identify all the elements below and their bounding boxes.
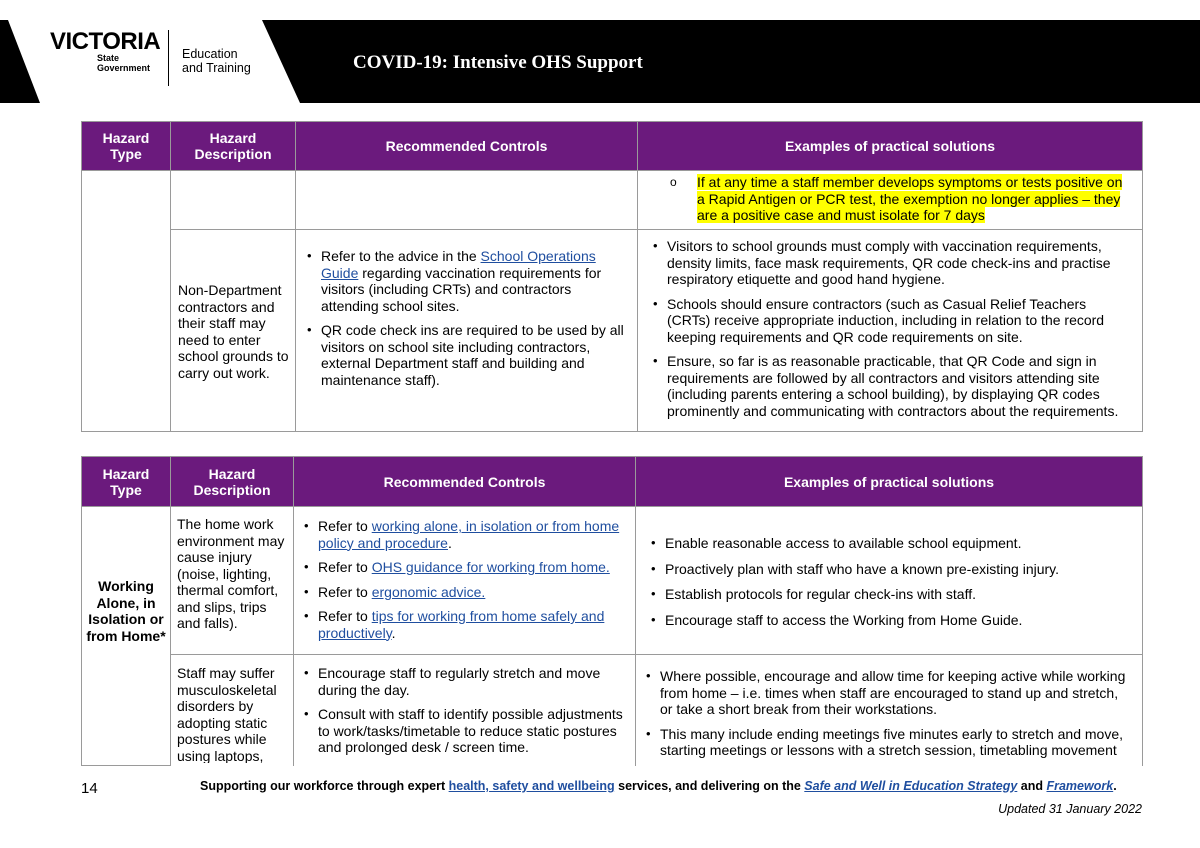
hazard-description-cell bbox=[171, 171, 296, 230]
table-row bbox=[82, 507, 1143, 655]
col-practical-solutions: Examples of practical solutions bbox=[636, 457, 1143, 507]
list-item bbox=[299, 559, 627, 576]
hazard-description-text: The home work environment may cause injury (noise, lighting, thermal comfort, and slips, trips and falls). bbox=[177, 516, 285, 631]
hazard-description-text: Non-Department contractors and their staff may need to enter school grounds to carry out work. bbox=[178, 282, 289, 381]
table-row bbox=[82, 230, 1143, 432]
control-text: Consult with staff to identify possible adjustments to work/tasks/timetable to reduce static postures and prolonged desk / screen time. bbox=[318, 706, 623, 755]
controls-cell bbox=[296, 230, 638, 432]
list-item bbox=[299, 584, 627, 601]
list-item bbox=[302, 322, 629, 388]
page-number: 14 bbox=[81, 780, 98, 797]
health-safety-wellbeing-link[interactable]: health, safety and wellbeing bbox=[448, 779, 615, 793]
col-hazard-description: Hazard Description bbox=[171, 457, 294, 507]
working-from-home-tips-link[interactable]: tips for working from home safely and productively bbox=[318, 608, 605, 641]
hazard-type-cell bbox=[82, 507, 171, 766]
hazard-description-cell bbox=[171, 655, 294, 766]
state-government-label bbox=[97, 53, 150, 73]
col-recommended-controls: Recommended Controls bbox=[296, 122, 638, 171]
solutions-list bbox=[646, 535, 1132, 628]
col-hazard-type: Hazard Type bbox=[82, 122, 171, 171]
working-alone-policy-link[interactable]: working alone, in isolation or from home policy and procedure bbox=[318, 518, 620, 551]
table-row bbox=[82, 171, 1143, 230]
control-text: Encourage staff to regularly stretch and move during the day. bbox=[318, 665, 601, 698]
list-item bbox=[299, 706, 627, 756]
isolation-exemption-note: If at any time a staff member develops symptoms or tests positive on a Rapid Antigen or PCR test, the exemption no longer applies – they are a positive case and must isolate for 7 days bbox=[697, 174, 1123, 223]
list-item: • Encourage staff to access the Working from Home Guide. bbox=[646, 612, 1132, 629]
col-practical-solutions: Examples of practical solutions bbox=[638, 122, 1143, 171]
list-item: • Proactively plan with staff who have a known pre-existing injury. bbox=[646, 561, 1132, 578]
list-item: • Where possible, encourage and allow time for keeping active while working from home – i.e. times when staff are encouraged to stand up and stretch, or take a short break from their workstations. bbox=[641, 668, 1134, 718]
safe-and-well-strategy-link[interactable]: Safe and Well in Education Strategy bbox=[804, 779, 1018, 793]
framework-link[interactable]: Framework bbox=[1046, 779, 1114, 793]
school-operations-guide-link[interactable]: School Operations Guide bbox=[321, 248, 596, 281]
footer-text: and bbox=[1017, 779, 1047, 793]
logo-edu-line1: Education bbox=[182, 47, 238, 61]
list-item: • Visitors to school grounds must comply with vaccination requirements, density limits, face mask requirements, QR code check-ins and practise respiratory etiquette and good hand hygiene. bbox=[648, 238, 1132, 288]
col-recommended-controls: Recommended Controls bbox=[294, 457, 636, 507]
ergonomic-advice-link[interactable]: ergonomic advice. bbox=[371, 583, 486, 600]
page-title: COVID-19: Intensive OHS Support bbox=[353, 52, 643, 73]
footer-statement bbox=[200, 779, 1150, 793]
controls-list bbox=[299, 518, 627, 641]
hazard-description-cell bbox=[171, 507, 294, 655]
control-text: Refer to bbox=[318, 518, 372, 534]
solutions-list bbox=[648, 238, 1132, 419]
hazard-type-text: Working Alone, in Isolation or from Home* bbox=[86, 578, 166, 644]
controls-cell bbox=[296, 171, 638, 230]
controls-cell bbox=[294, 507, 636, 655]
control-text: QR code check ins are required to be used by all visitors on school site including contractors, external Department staff and building and maintenance staff). bbox=[321, 322, 624, 388]
control-text: regarding vaccination requirements for visitors (including CRTs) and contractors attending school sites. bbox=[321, 264, 602, 314]
list-item: • Establish protocols for regular check-ins with staff. bbox=[646, 586, 1132, 603]
list-item: • Ensure, so far is as reasonable practicable, that QR Code and sign in requirements are followed by all contractors and visitors attending site (including parents entering a school building), by displaying QR codes prominently and communicating with contractors about the requirements. bbox=[648, 353, 1132, 419]
logo-state-text: State bbox=[97, 53, 120, 63]
hazard-table-2 bbox=[81, 456, 1143, 766]
list-item: • Schools should ensure contractors (such as Casual Relief Teachers (CRTs) receive appropriate induction, including in relation to the record keeping requirements and QR code requirements on site. bbox=[648, 296, 1132, 346]
col-hazard-description: Hazard Description bbox=[171, 122, 296, 171]
sub-bullet-marker: o bbox=[670, 175, 677, 189]
control-text: . bbox=[391, 624, 396, 641]
ohs-guidance-link[interactable]: OHS guidance for working from home. bbox=[371, 559, 610, 575]
controls-cell bbox=[294, 655, 636, 766]
sub-bullet-item bbox=[670, 174, 1132, 224]
list-item bbox=[299, 518, 627, 551]
control-text: Refer to the advice in the bbox=[321, 248, 481, 264]
control-text: Refer to bbox=[318, 559, 372, 575]
control-text: Refer to bbox=[318, 608, 372, 624]
victoria-logo: VICTORIA bbox=[50, 28, 161, 55]
logo-divider bbox=[168, 30, 169, 86]
footer-text: . bbox=[1113, 779, 1117, 793]
solutions-cell bbox=[638, 171, 1143, 230]
list-item: • This many include ending meetings five minutes early to stretch and move, starting meetings or lessons with a stretch session, timetabling movement bbox=[641, 726, 1134, 759]
control-text: Refer to bbox=[318, 583, 372, 600]
education-training-label bbox=[182, 47, 251, 75]
list-item: • Enable reasonable access to available school equipment. bbox=[646, 535, 1132, 552]
footer-text: Supporting our workforce through expert bbox=[200, 779, 449, 793]
logo-gov-text: Government bbox=[97, 63, 151, 73]
solutions-cell bbox=[636, 507, 1143, 655]
list-item bbox=[299, 608, 627, 641]
col-hazard-type: Hazard Type bbox=[82, 457, 171, 507]
logo-edu-line2: and Training bbox=[182, 61, 251, 75]
control-text: . bbox=[447, 534, 452, 551]
updated-date: Updated 31 January 2022 bbox=[998, 802, 1142, 816]
solutions-cell bbox=[638, 230, 1143, 432]
solutions-cell bbox=[636, 655, 1143, 766]
list-item bbox=[299, 665, 627, 698]
hazard-description-cell bbox=[171, 230, 296, 432]
list-item bbox=[302, 248, 629, 314]
solutions-list bbox=[641, 668, 1134, 759]
table-row bbox=[82, 655, 1143, 766]
hazard-description-text: Staff may suffer musculoskeletal disorders by adopting static postures while using laptops, bbox=[177, 665, 277, 763]
controls-list bbox=[299, 665, 627, 756]
controls-list bbox=[302, 248, 629, 388]
hazard-type-cell bbox=[82, 171, 171, 432]
hazard-table-1 bbox=[81, 121, 1143, 432]
footer-text: services, and delivering on the bbox=[614, 779, 805, 793]
